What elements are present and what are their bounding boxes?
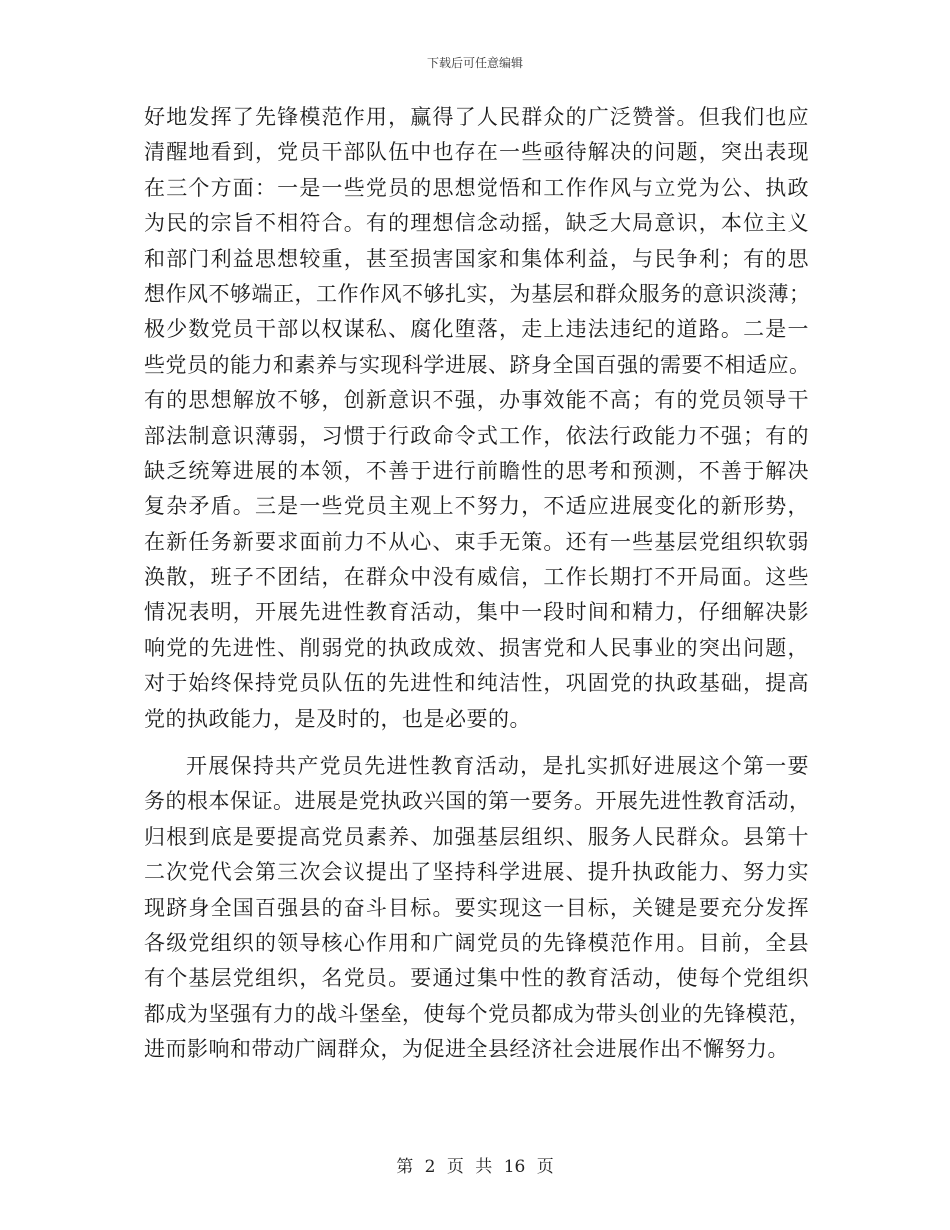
text-line: 党的执政能力，是及时的，也是必要的。	[144, 706, 531, 731]
text-line: 清醒地看到，党员干部队伍中也存在一些亟待解决的问题，突出表现	[144, 140, 809, 165]
text-line: 对于始终保持党员队伍的先进性和纯洁性，巩固党的执政基础，提高	[144, 671, 809, 696]
text-line: 极少数党员干部以权谋私、腐化堕落，走上违法违纪的道路。二是一	[144, 317, 809, 342]
text-line: 部法制意识薄弱，习惯于行政命令式工作，依法行政能力不强；有的	[144, 423, 809, 448]
text-line: 想作风不够端正，工作作风不够扎实，为基层和群众服务的意识淡薄；	[144, 281, 811, 306]
text-line: 各级党组织的领导核心作用和广阔党员的先锋模范作用。目前，全县	[144, 930, 809, 955]
text-line: 在新任务新要求面前力不从心、束手无策。还有一些基层党组织软弱	[144, 529, 809, 554]
text-line: 有个基层党组织，名党员。要通过集中性的教育活动，使每个党组织	[144, 966, 809, 991]
text-line: 响党的先进性、削弱党的执政成效、损害党和人民事业的突出问题，	[144, 635, 809, 660]
text-line: 归根到底是要提高党员素养、加强基层组织、服务人民群众。县第十	[144, 824, 809, 849]
text-line: 复杂矛盾。三是一些党员主观上不努力，不适应进展变化的新形势，	[144, 494, 809, 519]
text-line: 好地发挥了先锋模范作用，赢得了人民群众的广泛赞誉。但我们也应	[144, 105, 809, 129]
text-line: 情况表明，开展先进性教育活动，集中一段时间和精力，仔细解决影	[144, 600, 809, 625]
body-text	[144, 100, 809, 1068]
page-footer: 第 2 页 共 16 页	[396, 1157, 554, 1177]
text-line: 在三个方面：一是一些党员的思想觉悟和工作作风与立党为公、执政	[144, 175, 809, 200]
text-line: 进而影响和带动广阔群众，为促进全县经济社会进展作出不懈努力。	[144, 1037, 789, 1062]
text-line: 为民的宗旨不相符合。有的理想信念动摇，缺乏大局意识，本位主义	[144, 211, 809, 236]
text-line: 开展保持共产党员先进性教育活动，是扎实抓好进展这个第一要	[186, 754, 809, 779]
paragraph-gap	[144, 737, 809, 749]
text-line: 涣散，班子不团结，在群众中没有威信，工作长期打不开局面。这些	[144, 565, 809, 590]
text-line: 和部门利益思想较重，甚至损害国家和集体利益，与民争利；有的思	[144, 246, 809, 271]
text-line: 缺乏统筹进展的本领，不善于进行前瞻性的思考和预测，不善于解决	[144, 458, 809, 483]
paragraph	[144, 100, 809, 737]
text-line: 务的根本保证。进展是党执政兴国的第一要务。开展先进性教育活动，	[144, 789, 811, 814]
text-line: 二次党代会第三次会议提出了坚持科学进展、提升执政能力、努力实	[144, 860, 809, 885]
text-line: 都成为坚强有力的战斗堡垒，使每个党员都成为带头创业的先锋模范，	[144, 1001, 811, 1026]
text-line: 有的思想解放不够，创新意识不强，办事效能不高；有的党员领导干	[144, 388, 809, 413]
page-header: 下载后可任意编辑	[426, 56, 523, 70]
text-line: 现跻身全国百强县的奋斗目标。要实现这一目标，关键是要充分发挥	[144, 895, 809, 920]
paragraph	[144, 749, 809, 1068]
text-line: 些党员的能力和素养与实现科学进展、跻身全国百强的需要不相适应。	[144, 352, 811, 377]
